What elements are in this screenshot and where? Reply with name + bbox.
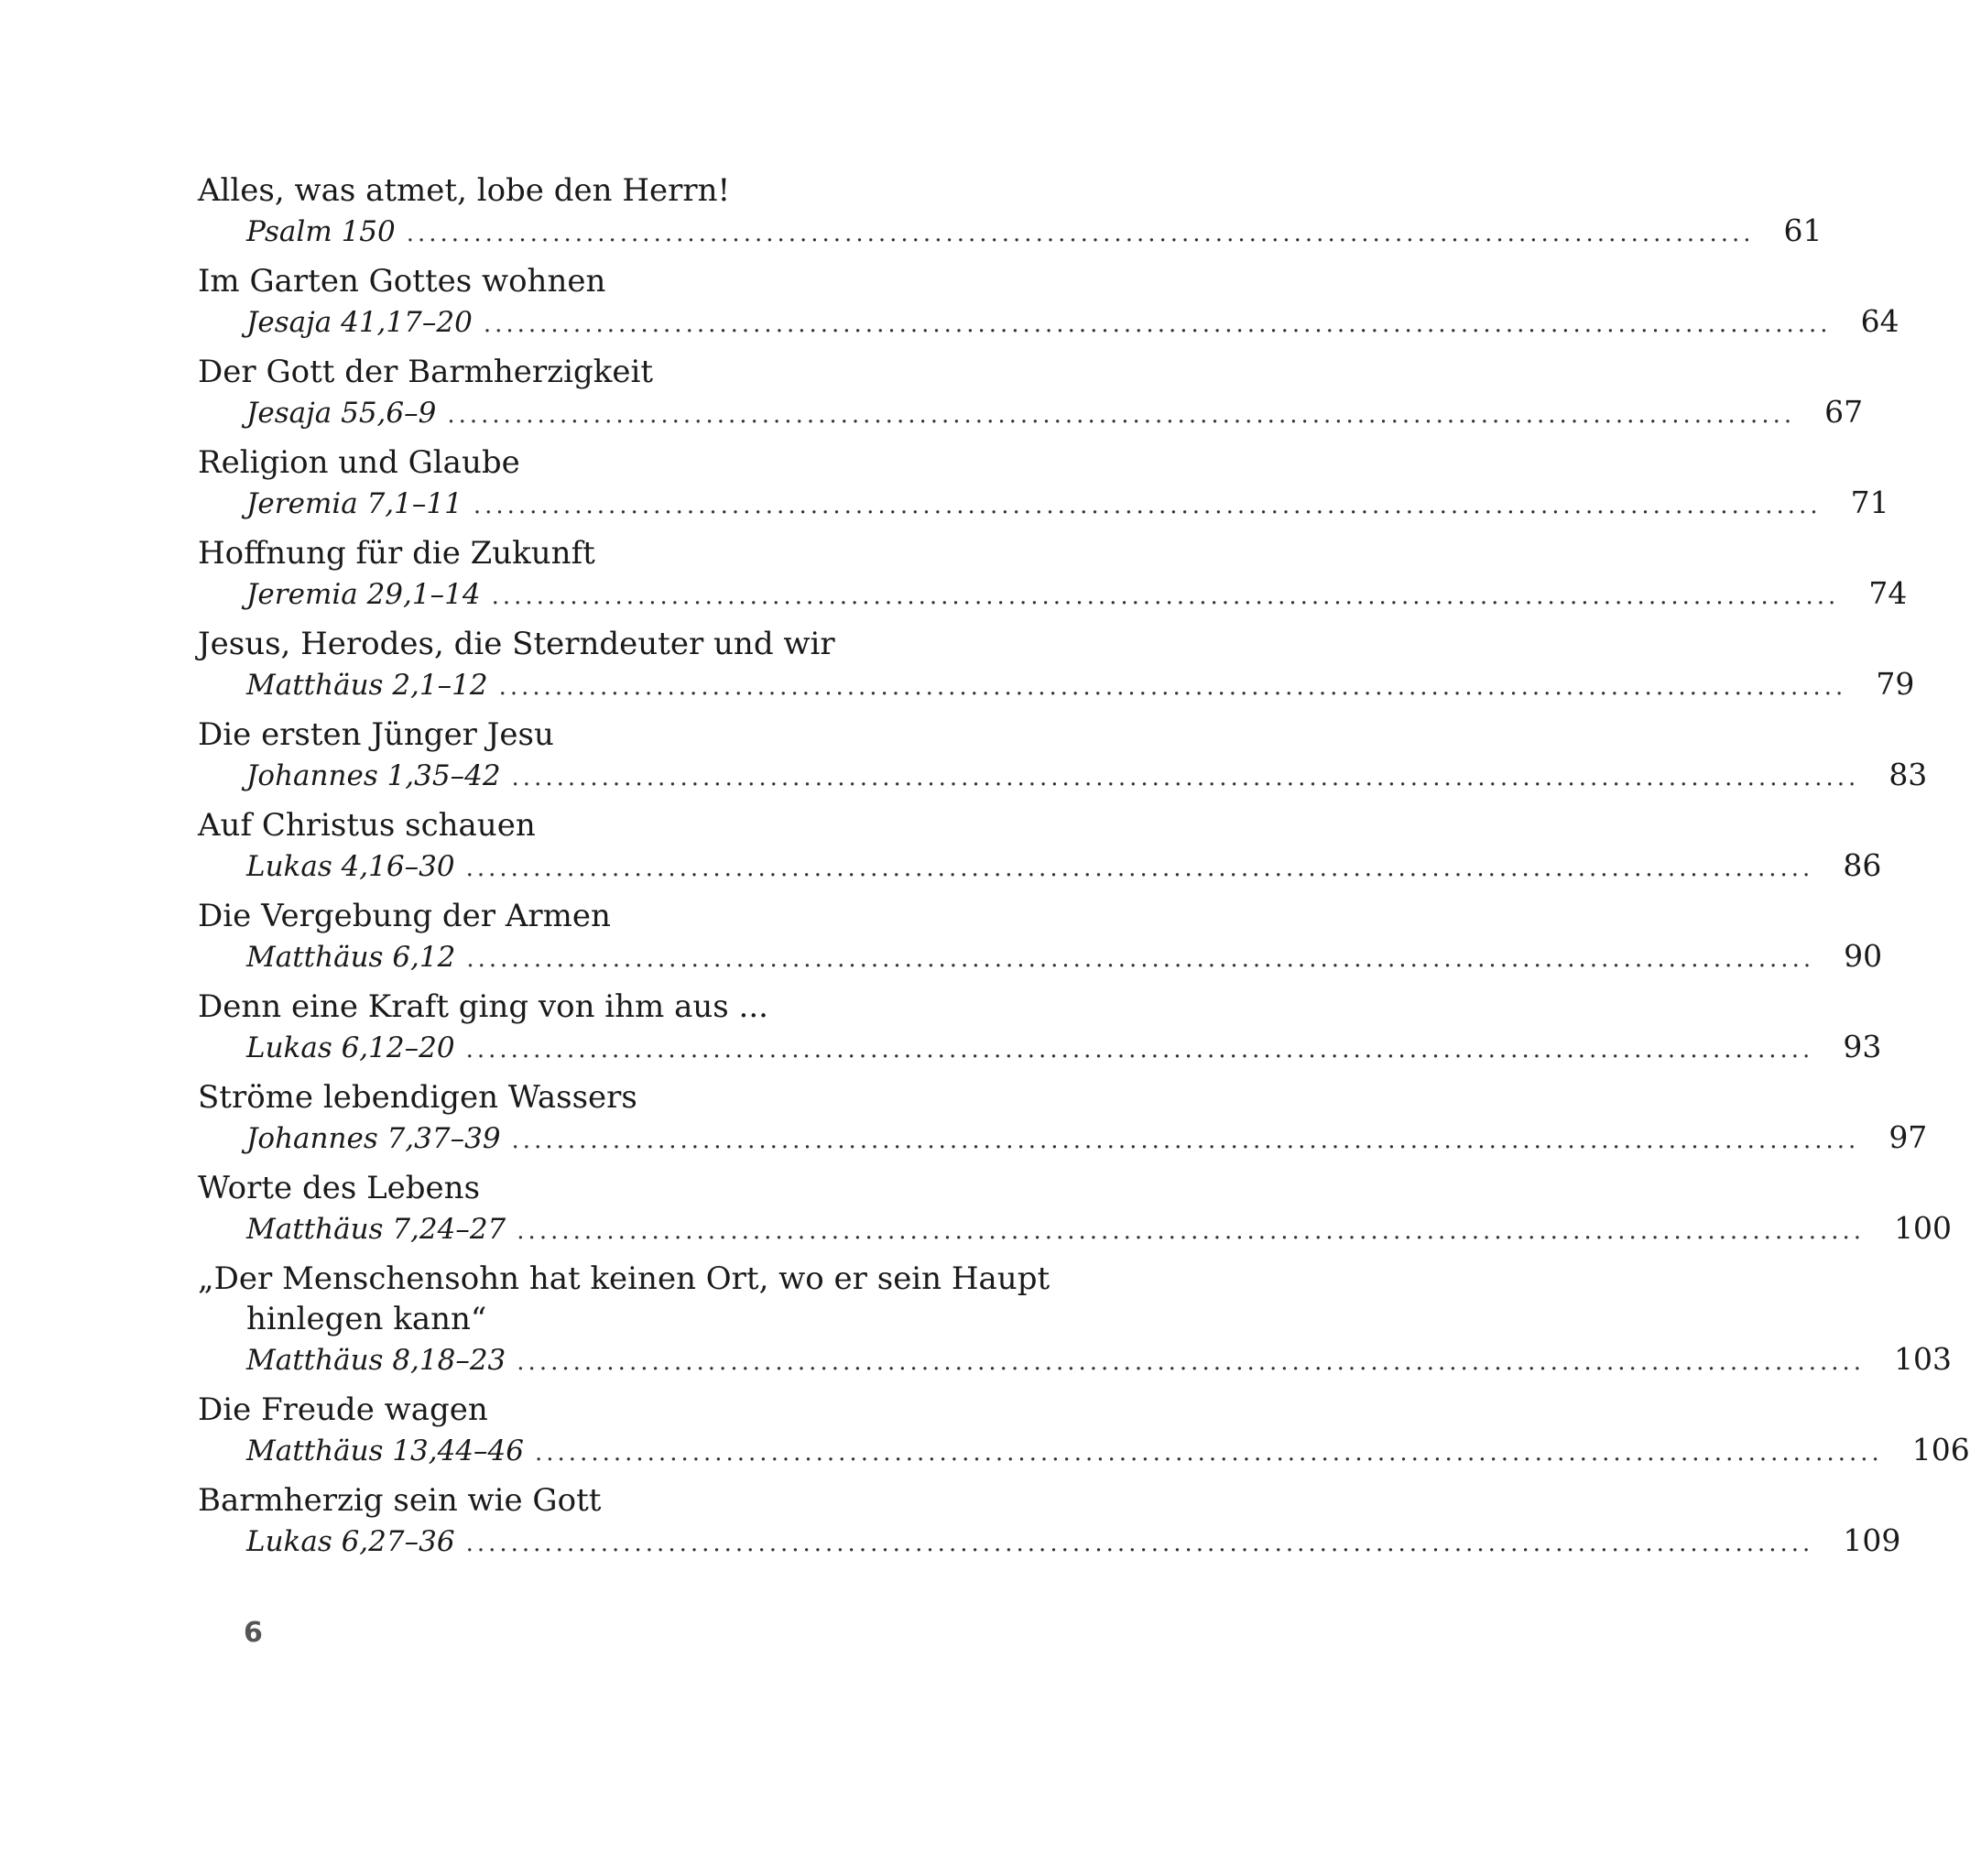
leader-dots: ........................................................................................................................ [447, 401, 1796, 429]
page-number: 64 [1860, 303, 1899, 339]
toc-entry [198, 442, 1889, 523]
bible-reference: Jeremia 7,1–11 [246, 487, 463, 520]
bible-reference: Psalm 150 [246, 215, 396, 248]
page-number: 93 [1843, 1029, 1882, 1064]
bible-reference: Matthäus 2,1–12 [246, 669, 488, 702]
table-of-contents [198, 170, 1970, 1571]
bible-reference: Lukas 6,27–36 [246, 1525, 455, 1558]
toc-entry [198, 624, 1915, 704]
entry-reference-line [198, 483, 1889, 523]
entry-title: Auf Christus schauen [198, 807, 536, 844]
bible-reference: Jeremia 29,1–14 [246, 578, 481, 611]
page-number: 86 [1843, 847, 1882, 883]
leader-dots: ........................................................................................................................ [465, 855, 1814, 882]
page-folio: 6 [244, 1617, 263, 1649]
page-number: 106 [1911, 1432, 1970, 1467]
bible-reference: Lukas 4,16–30 [246, 850, 455, 883]
entry-reference-line [198, 664, 1915, 704]
entry-reference-line [198, 1430, 1970, 1470]
entry-title: Religion und Glaube [198, 444, 520, 481]
entry-title: Barmherzig sein wie Gott [198, 1482, 602, 1519]
toc-entry [198, 1168, 1953, 1249]
entry-title: Ströme lebendigen Wassers [198, 1079, 637, 1116]
page-number: 71 [1850, 485, 1889, 520]
entry-title-continuation: hinlegen kann“ [246, 1301, 487, 1337]
entry-reference-line [198, 755, 1928, 795]
entry-reference-line [198, 1027, 1882, 1067]
page-number: 97 [1888, 1119, 1928, 1155]
leader-dots: ........................................................................................................................ [473, 492, 1822, 519]
leader-dots: ........................................................................................................................ [517, 1348, 1866, 1376]
toc-entry [198, 805, 1882, 886]
entry-reference-line [198, 301, 1899, 342]
entry-title: „Der Menschensohn hat keinen Ort, wo er sein Haupt [198, 1260, 1050, 1297]
entry-reference-line [198, 845, 1882, 886]
entry-title: Der Gott der Barmherzigkeit [198, 354, 653, 390]
page-number: 74 [1868, 575, 1908, 611]
toc-entry [198, 261, 1899, 342]
leader-dots: ........................................................................................................................ [465, 1530, 1814, 1557]
page-number: 109 [1843, 1522, 1901, 1558]
leader-dots: ........................................................................................................................ [465, 1036, 1814, 1063]
toc-entry [198, 1077, 1928, 1158]
entry-reference-line [198, 1521, 1901, 1561]
bible-reference: Jesaja 41,17–20 [246, 306, 473, 339]
entry-title: Im Garten Gottes wohnen [198, 263, 606, 300]
entry-title: Die ersten Jünger Jesu [198, 716, 554, 753]
bible-reference: Matthäus 7,24–27 [246, 1213, 506, 1246]
entry-title: Hoffnung für die Zukunft [198, 535, 595, 572]
toc-entry [198, 1259, 1953, 1380]
toc-entry [198, 714, 1928, 795]
leader-dots: ........................................................................................................................ [511, 764, 1860, 791]
page-number: 79 [1876, 666, 1915, 702]
entry-title: Alles, was atmet, lobe den Herrn! [198, 172, 731, 209]
page-number: 103 [1894, 1341, 1953, 1377]
toc-entry [198, 533, 1908, 614]
toc-entry [198, 896, 1883, 976]
bible-reference: Matthäus 6,12 [246, 941, 456, 974]
entry-reference-line [198, 1208, 1953, 1249]
page-number: 83 [1888, 757, 1928, 792]
entry-title: Denn eine Kraft ging von ihm aus ... [198, 988, 768, 1025]
entry-reference-line [198, 392, 1864, 432]
page-number: 67 [1824, 394, 1864, 430]
bible-reference: Matthäus 8,18–23 [246, 1344, 506, 1377]
page-number: 100 [1894, 1210, 1953, 1246]
entry-reference-line [198, 211, 1823, 251]
toc-entry [198, 352, 1864, 432]
toc-entry [198, 987, 1882, 1067]
entry-title: Jesus, Herodes, die Sterndeuter und wir [198, 626, 835, 662]
entry-title: Worte des Lebens [198, 1170, 481, 1206]
bible-reference: Lukas 6,12–20 [246, 1031, 455, 1064]
page-number: 90 [1844, 938, 1883, 974]
leader-dots: ........................................................................................................................ [466, 945, 1815, 973]
toc-entry [198, 1390, 1970, 1470]
toc-entry [198, 170, 1823, 251]
leader-dots: ........................................................................................................................ [511, 1127, 1860, 1154]
bible-reference: Johannes 1,35–42 [246, 759, 501, 792]
leader-dots: ........................................................................................................................ [535, 1439, 1883, 1467]
entry-reference-line [198, 936, 1883, 976]
leader-dots: ........................................................................................................................ [483, 311, 1832, 338]
entry-title: Die Vergebung der Armen [198, 898, 611, 934]
entry-reference-line [198, 1339, 1953, 1380]
leader-dots: ........................................................................................................................ [491, 583, 1840, 610]
toc-entry [198, 1480, 1901, 1561]
bible-reference: Jesaja 55,6–9 [246, 397, 437, 430]
entry-title: Die Freude wagen [198, 1391, 488, 1428]
bible-reference: Johannes 7,37–39 [246, 1122, 501, 1155]
leader-dots: ........................................................................................................................ [498, 673, 1847, 701]
leader-dots: ........................................................................................................................ [517, 1217, 1866, 1245]
bible-reference: Matthäus 13,44–46 [246, 1434, 525, 1467]
entry-reference-line [198, 1118, 1928, 1158]
entry-reference-line [198, 573, 1908, 614]
page-number: 61 [1783, 213, 1823, 248]
leader-dots: ........................................................................................................................ [406, 220, 1755, 247]
